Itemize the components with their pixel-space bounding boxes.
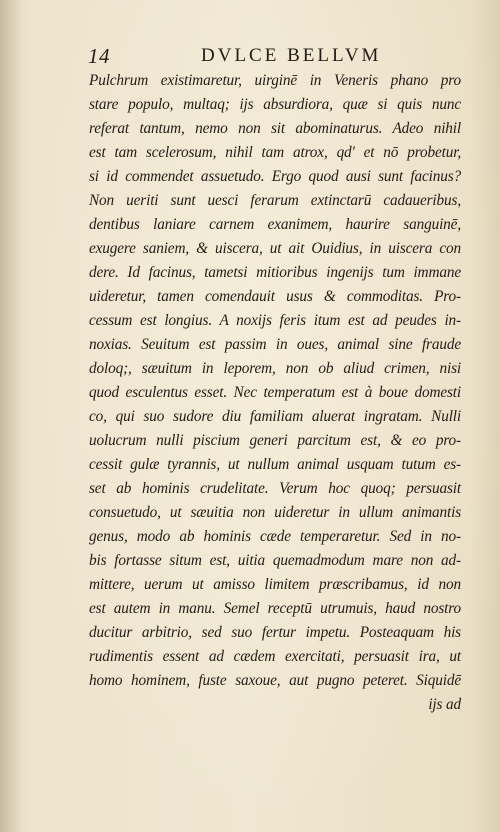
text-line: dere. Id facinus, tametsi mitioribus ingenijs tum immane [89, 264, 461, 281]
text-line: rudimentis essent ad cædem exercitati, persuasit ira, ut [89, 648, 461, 665]
body-text [89, 69, 461, 717]
text-line: Pulchrum existimaretur, uirginē in Veneris phano pro [89, 72, 461, 89]
text-line: ducitur arbitrio, sed suo fertur impetu. Posteaquam his [89, 624, 461, 641]
text-line: co, qui suo sudore diu familiam aluerat ingratam. Nulli [89, 408, 461, 425]
text-line: stare populo, multaq; ijs absurdiora, quæ si quis nunc [89, 96, 461, 113]
text-line: doloq;, sæuitum in leporem, non ob aliud crimen, nisi [89, 360, 461, 377]
text-line: set ab hominis crudelitate. Verum hoc quoq; persuasit [89, 480, 461, 497]
text-line: homo hominem, fuste saxoue, aut pugno peteret. Siquidē [89, 672, 461, 689]
text-line: mittere, uerum ut amisso limitem præscribamus, id non [89, 576, 461, 593]
page-number: 14 [88, 44, 110, 68]
running-head: DVLCE BELLVM [201, 45, 382, 66]
text-line: est autem in manu. Semel receptū utrumuis, haud nostro [89, 600, 461, 617]
catchword: ijs ad [428, 696, 461, 713]
text-line: consuetudo, ut sæuitia non uideretur in ullum animantis [89, 504, 461, 521]
text-line: quod esculentus esset. Nec temperatum est à boue domesti [89, 384, 461, 401]
text-line: cessit gulæ tyrannis, ut nullum animal usquam tutum es- [89, 456, 461, 473]
text-line: Non ueriti sunt uesci ferarum extinctarū cadaueribus, [89, 192, 461, 209]
text-line: genus, modo ab hominis cæde temperaretur. Sed in no- [89, 528, 461, 545]
text-line: si id commendet assuetudo. Ergo quod ausi sunt facinus? [89, 168, 461, 185]
text-line: est tam scelerosum, nihil tam atrox, qd' et nō probetur, [89, 144, 461, 161]
page-header [88, 44, 468, 68]
text-line: dentibus laniare carnem exanimem, haurire sanguinē, [89, 216, 461, 233]
page-gutter-shadow [0, 0, 22, 832]
text-line: bis fortasse situm est, uitia quemadmodum mare non ad- [89, 552, 461, 569]
text-line: uideretur, tamen comendauit usus & commoditas. Pro- [89, 288, 461, 305]
text-line: cessum est longius. A noxijs feris itum est ad peudes in- [89, 312, 461, 329]
text-line: referat tantum, nemo non sit abominaturus. Adeo nihil [89, 120, 461, 137]
text-line: exugere saniem, & uiscera, ut ait Ouidius, in uiscera con [89, 240, 461, 257]
text-line: noxias. Seuitum est passim in oues, animal sine fraude [89, 336, 461, 353]
text-line: uolucrum nulli piscium generi parcitum est, & eo pro- [89, 432, 461, 449]
